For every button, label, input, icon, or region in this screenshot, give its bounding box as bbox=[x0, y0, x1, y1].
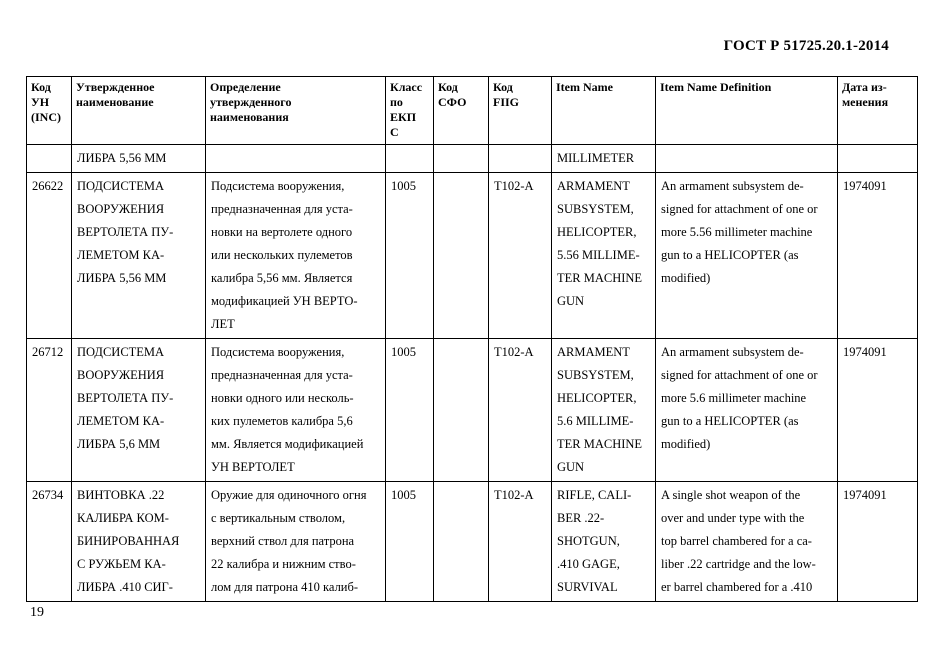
cell-class: 1005 bbox=[386, 339, 434, 482]
table-row bbox=[27, 482, 918, 602]
cell-date: 1974091 bbox=[838, 173, 918, 339]
cell-inc: 26734 bbox=[27, 482, 72, 602]
cell-fiig bbox=[489, 145, 552, 173]
column-header-class: Класс по ЕКП С bbox=[386, 77, 434, 145]
cell-definition-ru: Оружие для одиночного огня с вертикальным стволом, верхний ствол для патрона 22 калибра и нижним ство- лом для патрона 410 калиб- bbox=[206, 482, 386, 602]
column-header-fiig: Код FIIG bbox=[489, 77, 552, 145]
cell-item-name: RIFLE, CALI- BER .22- SHOTGUN, .410 GAGE, SURVIVAL bbox=[552, 482, 656, 602]
column-header-item-name-definition: Item Name Definition bbox=[656, 77, 838, 145]
cell-approved-name: ЛИБРА 5,56 ММ bbox=[72, 145, 206, 173]
column-header-inc: Код УН (INC) bbox=[27, 77, 72, 145]
cell-item-name: ARMAMENT SUBSYSTEM, HELICOPTER, 5.6 MILLIME- TER MACHINE GUN bbox=[552, 339, 656, 482]
cell-definition-en: An armament subsystem de- signed for attachment of one or more 5.6 millimeter machine gun to a HELICOPTER (as modified) bbox=[656, 339, 838, 482]
cell-fiig: T102-A bbox=[489, 173, 552, 339]
cell-date: 1974091 bbox=[838, 482, 918, 602]
page-number: 19 bbox=[30, 605, 44, 620]
table-row bbox=[27, 339, 918, 482]
cell-inc: 26712 bbox=[27, 339, 72, 482]
document-code: ГОСТ Р 51725.20.1-2014 bbox=[723, 38, 889, 54]
cell-fiig: T102-A bbox=[489, 339, 552, 482]
column-header-date: Дата из- менения bbox=[838, 77, 918, 145]
column-header-definition-ru: Определение утвержденного наименования bbox=[206, 77, 386, 145]
cell-sfo bbox=[434, 145, 489, 173]
cell-inc bbox=[27, 145, 72, 173]
cell-definition-ru bbox=[206, 145, 386, 173]
cell-definition-en bbox=[656, 145, 838, 173]
cell-sfo bbox=[434, 482, 489, 602]
cell-approved-name: ВИНТОВКА .22 КАЛИБРА КОМ- БИНИРОВАННАЯ С РУЖЬЕМ КА- ЛИБРА .410 СИГ- bbox=[72, 482, 206, 602]
table-header-row bbox=[27, 77, 918, 145]
column-header-item-name: Item Name bbox=[552, 77, 656, 145]
cell-inc: 26622 bbox=[27, 173, 72, 339]
cell-fiig: T102-A bbox=[489, 482, 552, 602]
specification-table bbox=[26, 76, 918, 602]
cell-date bbox=[838, 145, 918, 173]
cell-definition-ru: Подсистема вооружения, предназначенная для уста- новки на вертолете одного или нескольких пулеметов калибра 5,56 мм. Является модификацией УН ВЕРТО- ЛЕТ bbox=[206, 173, 386, 339]
cell-definition-en: A single shot weapon of the over and under type with the top barrel chambered for a ca- liber .22 cartridge and the low- er barrel chambered for a .410 bbox=[656, 482, 838, 602]
column-header-approved-name: Утвержденное наименование bbox=[72, 77, 206, 145]
cell-approved-name: ПОДСИСТЕМА ВООРУЖЕНИЯ ВЕРТОЛЕТА ПУ- ЛЕМЕТОМ КА- ЛИБРА 5,56 ММ bbox=[72, 173, 206, 339]
column-header-sfo: Код СФО bbox=[434, 77, 489, 145]
cell-approved-name: ПОДСИСТЕМА ВООРУЖЕНИЯ ВЕРТОЛЕТА ПУ- ЛЕМЕТОМ КА- ЛИБРА 5,6 ММ bbox=[72, 339, 206, 482]
cell-item-name: ARMAMENT SUBSYSTEM, HELICOPTER, 5.56 MILLIME- TER MACHINE GUN bbox=[552, 173, 656, 339]
cell-class bbox=[386, 145, 434, 173]
table-row-continued bbox=[27, 145, 918, 173]
cell-definition-ru: Подсистема вооружения, предназначенная для уста- новки одного или несколь- ких пулеметов калибра 5,6 мм. Является модификацией УН ВЕРТОЛЕТ bbox=[206, 339, 386, 482]
table-row bbox=[27, 173, 918, 339]
cell-sfo bbox=[434, 339, 489, 482]
cell-sfo bbox=[434, 173, 489, 339]
cell-definition-en: An armament subsystem de- signed for attachment of one or more 5.56 millimeter machine gun to a HELICOPTER (as modified) bbox=[656, 173, 838, 339]
cell-date: 1974091 bbox=[838, 339, 918, 482]
cell-class: 1005 bbox=[386, 482, 434, 602]
cell-class: 1005 bbox=[386, 173, 434, 339]
cell-item-name: MILLIMETER bbox=[552, 145, 656, 173]
